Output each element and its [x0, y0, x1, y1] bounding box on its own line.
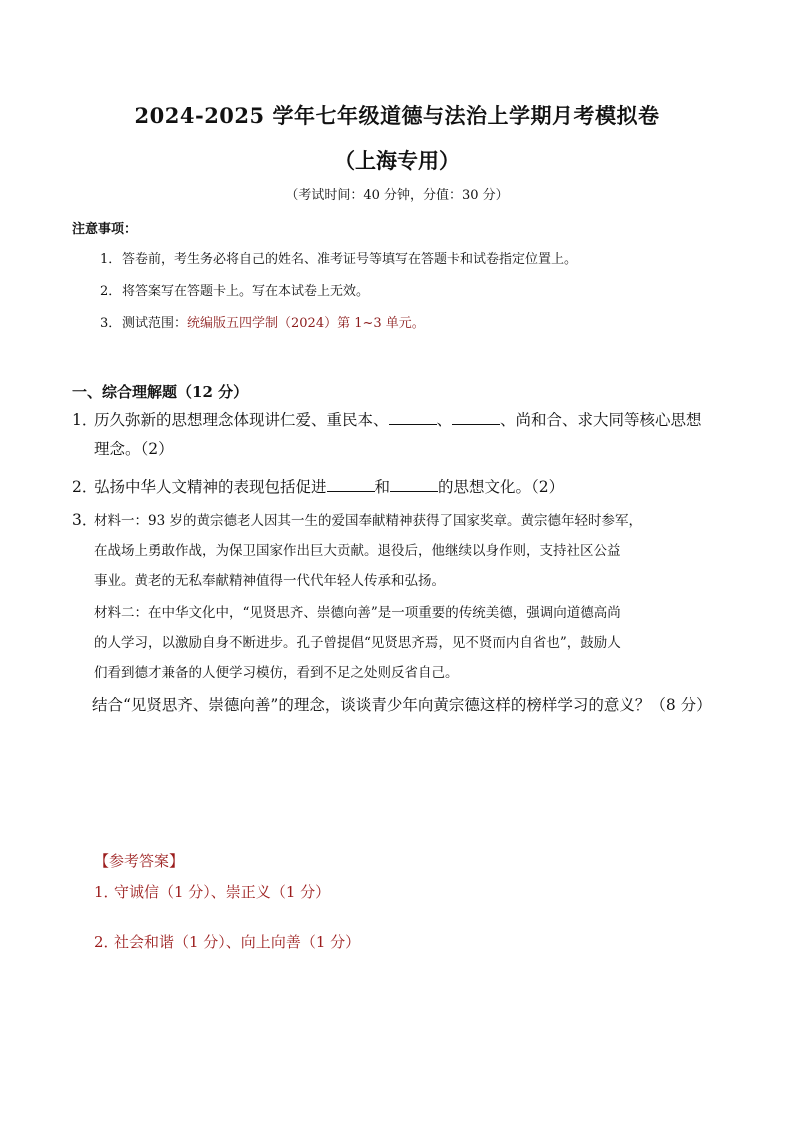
notice-item-text: 答卷前，考生务必将自己的姓名、准考证号等填写在答题卡和试卷指定位置上。 [122, 252, 578, 267]
material-line: 材料一：93 岁的黄宗德老人因其一生的爱国奉献精神获得了国家奖章。黄宗德年轻时参军， [94, 513, 642, 529]
notice-item [100, 248, 577, 267]
page-subtitle: （上海专用） [334, 148, 460, 173]
answer-blank [390, 477, 438, 492]
notice-item-text: 测试范围： [122, 316, 188, 331]
notice-item-number: 1． [100, 252, 122, 267]
notice-item-text: 将答案写在答题卡上。写在本试卷上无效。 [122, 284, 370, 299]
material-line: 的人学习，以激励自身不断进步。孔子曾提倡“见贤思齐焉，见不贤而内自省也”，鼓励人 [94, 635, 621, 651]
question-text: 历久弥新的思想理念体现讲仁爱、重民本、 [94, 411, 389, 429]
answer-number: 2． [94, 933, 119, 951]
question-text: 弘扬中华人文精神的表现包括促进 [94, 478, 327, 496]
answer-text: 守诚信（1 分）、崇正义（1 分） [114, 883, 331, 901]
section-heading: 一、综合理解题（12 分） [72, 383, 249, 401]
material-line: 材料二：在中华文化中，“见贤思齐、崇德向善”是一项重要的传统美德，强调向道德高尚 [94, 605, 621, 621]
test-scope: 统编版五四学制（2024）第 1~3 单元。 [187, 316, 425, 331]
notice-item [100, 312, 425, 331]
question-3-number [72, 508, 98, 530]
answer-blank [389, 410, 437, 425]
question-text: 、尚和合、求大同等核心思想 [500, 411, 702, 429]
answer-number: 1． [94, 883, 119, 901]
notice-item-number: 3． [100, 316, 122, 331]
answer-text: 社会和谐（1 分）、向上向善（1 分） [114, 933, 361, 951]
notice-heading: 注意事项： [72, 222, 138, 237]
question-number: 1． [72, 411, 98, 429]
answer-item [94, 931, 360, 952]
question-text: 和 [374, 478, 391, 496]
material-line: 们看到德才兼备的人便学习模仿，看到不足之处则反省自己。 [94, 665, 459, 681]
question-1-continued: 理念。（2） [94, 440, 174, 458]
question-text: 、 [436, 411, 453, 429]
answer-heading: 【参考答案】 [94, 852, 185, 870]
material-line: 在战场上勇敢作战，为保卫国家作出巨大贡献。退役后，他继续以身作则，支持社区公益 [94, 543, 621, 559]
notice-item [100, 280, 369, 299]
answer-blank [452, 410, 500, 425]
answer-item [94, 881, 330, 902]
notice-item-number: 2． [100, 284, 122, 299]
question-3-prompt: 结合“见贤思齐、崇德向善”的理念，谈谈青少年向黄宗德这样的榜样学习的意义？（8 分） [92, 696, 712, 714]
question-number: 2． [72, 478, 98, 496]
material-line: 事业。黄老的无私奉献精神值得一代代年轻人传承和弘扬。 [94, 573, 445, 589]
question-1 [72, 408, 702, 430]
question-2 [72, 475, 564, 497]
page-title: 2024-2025 学年七年级道德与法治上学期月考模拟卷 [134, 103, 660, 128]
answer-blank [327, 477, 375, 492]
question-number: 3． [72, 511, 98, 529]
exam-info: （考试时间：40 分钟，分值：30 分） [285, 188, 509, 203]
question-text: 的思想文化。（2） [438, 478, 565, 496]
